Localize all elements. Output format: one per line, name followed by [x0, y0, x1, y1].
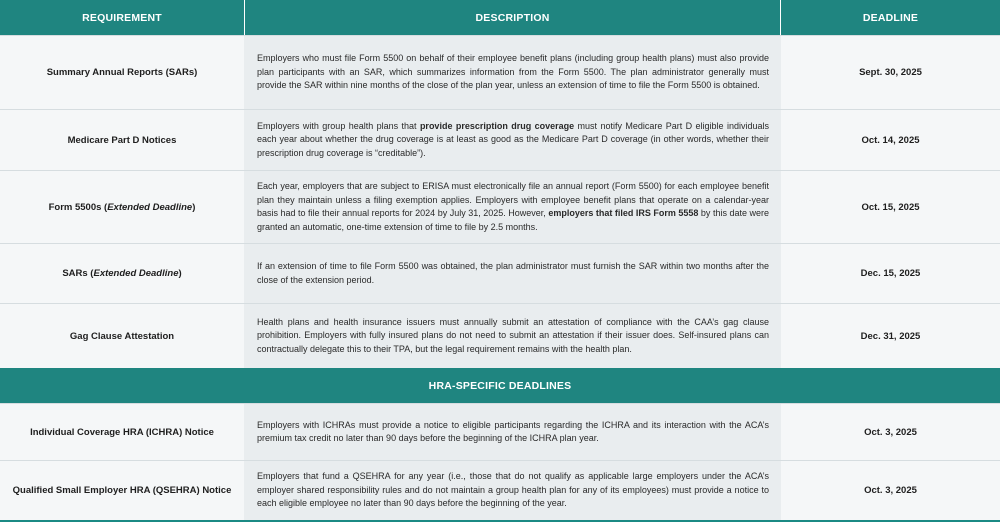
description-cell [244, 110, 781, 170]
table-header [0, 0, 1000, 35]
requirement-italic: Extended Deadline [107, 201, 193, 213]
deadline-cell: Oct. 3, 2025 [781, 461, 1000, 520]
requirement-cell: Qualified Small Employer HRA (QSEHRA) Notice [0, 461, 244, 520]
table-row [0, 303, 1000, 368]
requirement-cell: Individual Coverage HRA (ICHRA) Notice [0, 404, 244, 460]
requirement-cell: Medicare Part D Notices [0, 110, 244, 170]
requirement-part: SARs ( [62, 268, 94, 279]
description-cell [244, 171, 781, 243]
requirement-part: ) [178, 268, 182, 279]
description-text [257, 120, 769, 161]
header-requirement: REQUIREMENT [82, 11, 162, 24]
deadline-cell: Dec. 15, 2025 [781, 244, 1000, 303]
section-header-hra: HRA-SPECIFIC DEADLINES [0, 368, 1000, 403]
requirement-part: ) [192, 201, 196, 213]
table-row [0, 35, 1000, 109]
header-deadline: DEADLINE [862, 11, 919, 24]
description-cell [244, 461, 781, 520]
table-row [0, 460, 1000, 520]
description-cell [244, 404, 781, 460]
deadline-cell: Oct. 3, 2025 [781, 404, 1000, 460]
description-text: Employers with ICHRAs must provide a notice to eligible participants regarding the ICHRA and its interaction with the ACA’s premium tax credit no later than 90 days before the beginning of the ICHRA plan year. [257, 419, 769, 443]
requirement-part: Form 5500s ( [48, 201, 108, 213]
description-part: Each year, employers that are subject to ERISA must electronically file an annual report (Form 5500) for each employee benefit plan they maintain unless a filing exemption applies. Employers with employee benefit plans that operate on a calendar-year basis had to file their annual reports for 2024 by July 31, 2025. However, [257, 181, 769, 218]
table-row [0, 170, 1000, 243]
description-part: must notify Medicare Part D eligible individuals each year about whether the drug coverage is at least as good as the Medicare Part D coverage (in other words, whether their prescription drug coverage is “creditable”). [257, 120, 769, 158]
requirement-cell: Gag Clause Attestation [0, 304, 244, 368]
requirement-cell [0, 244, 244, 303]
deadline-cell: Dec. 31, 2025 [781, 304, 1000, 368]
header-description: DESCRIPTION [244, 0, 781, 35]
deadline-cell: Oct. 14, 2025 [781, 110, 1000, 170]
description-text: Employers that fund a QSEHRA for any year (i.e., those that do not qualify as applicable large employers under the ACA’s employer shared responsibility rules and do not maintain a group health plan for any of its employees) must provide a notice to each eligible employee no later than 90 days before the beginning of the year. [257, 471, 769, 509]
description-text: Health plans and health insurance issuers must annually submit an attestation of compliance with the CAA’s gag clause prohibition. Employers with fully insured plans do not need to submit an attestation if their issuer does. Self-insured plans can contractually delegate this to their TPA, but the legal requirement remains with the health plan. [257, 316, 769, 354]
table-row [0, 403, 1000, 460]
deadline-cell: Oct. 15, 2025 [781, 171, 1000, 243]
description-emphasis: provide prescription drug coverage [419, 120, 575, 131]
description-cell [244, 244, 781, 303]
description-emphasis: employers that filed IRS Form 5558 [548, 208, 699, 218]
table-row [0, 109, 1000, 170]
deadline-cell: Sept. 30, 2025 [781, 36, 1000, 109]
description-text [257, 180, 769, 234]
description-cell [244, 304, 781, 368]
requirement-cell [0, 171, 244, 243]
table-row [0, 243, 1000, 303]
description-cell [244, 36, 781, 109]
requirement-italic: Extended Deadline [93, 268, 179, 279]
description-part: Employers with group health plans that [257, 120, 420, 131]
requirement-cell: Summary Annual Reports (SARs) [0, 36, 244, 109]
description-text: If an extension of time to file Form 5500 was obtained, the plan administrator must furnish the SAR within two months after the close of the extension period. [257, 261, 769, 285]
description-part: by this date were granted an automatic, one-time extension of time to file by 2.5 months. [257, 208, 769, 232]
description-text: Employers who must file Form 5500 on behalf of their employee benefit plans (including group health plans) must also provide plan participants with an SAR, which summarizes information from the Form 5500. The plan administrator generally must provide the SAR within nine months of the close of the plan year, unless an extension of time to file the Form 5500 is obtained. [257, 53, 769, 91]
